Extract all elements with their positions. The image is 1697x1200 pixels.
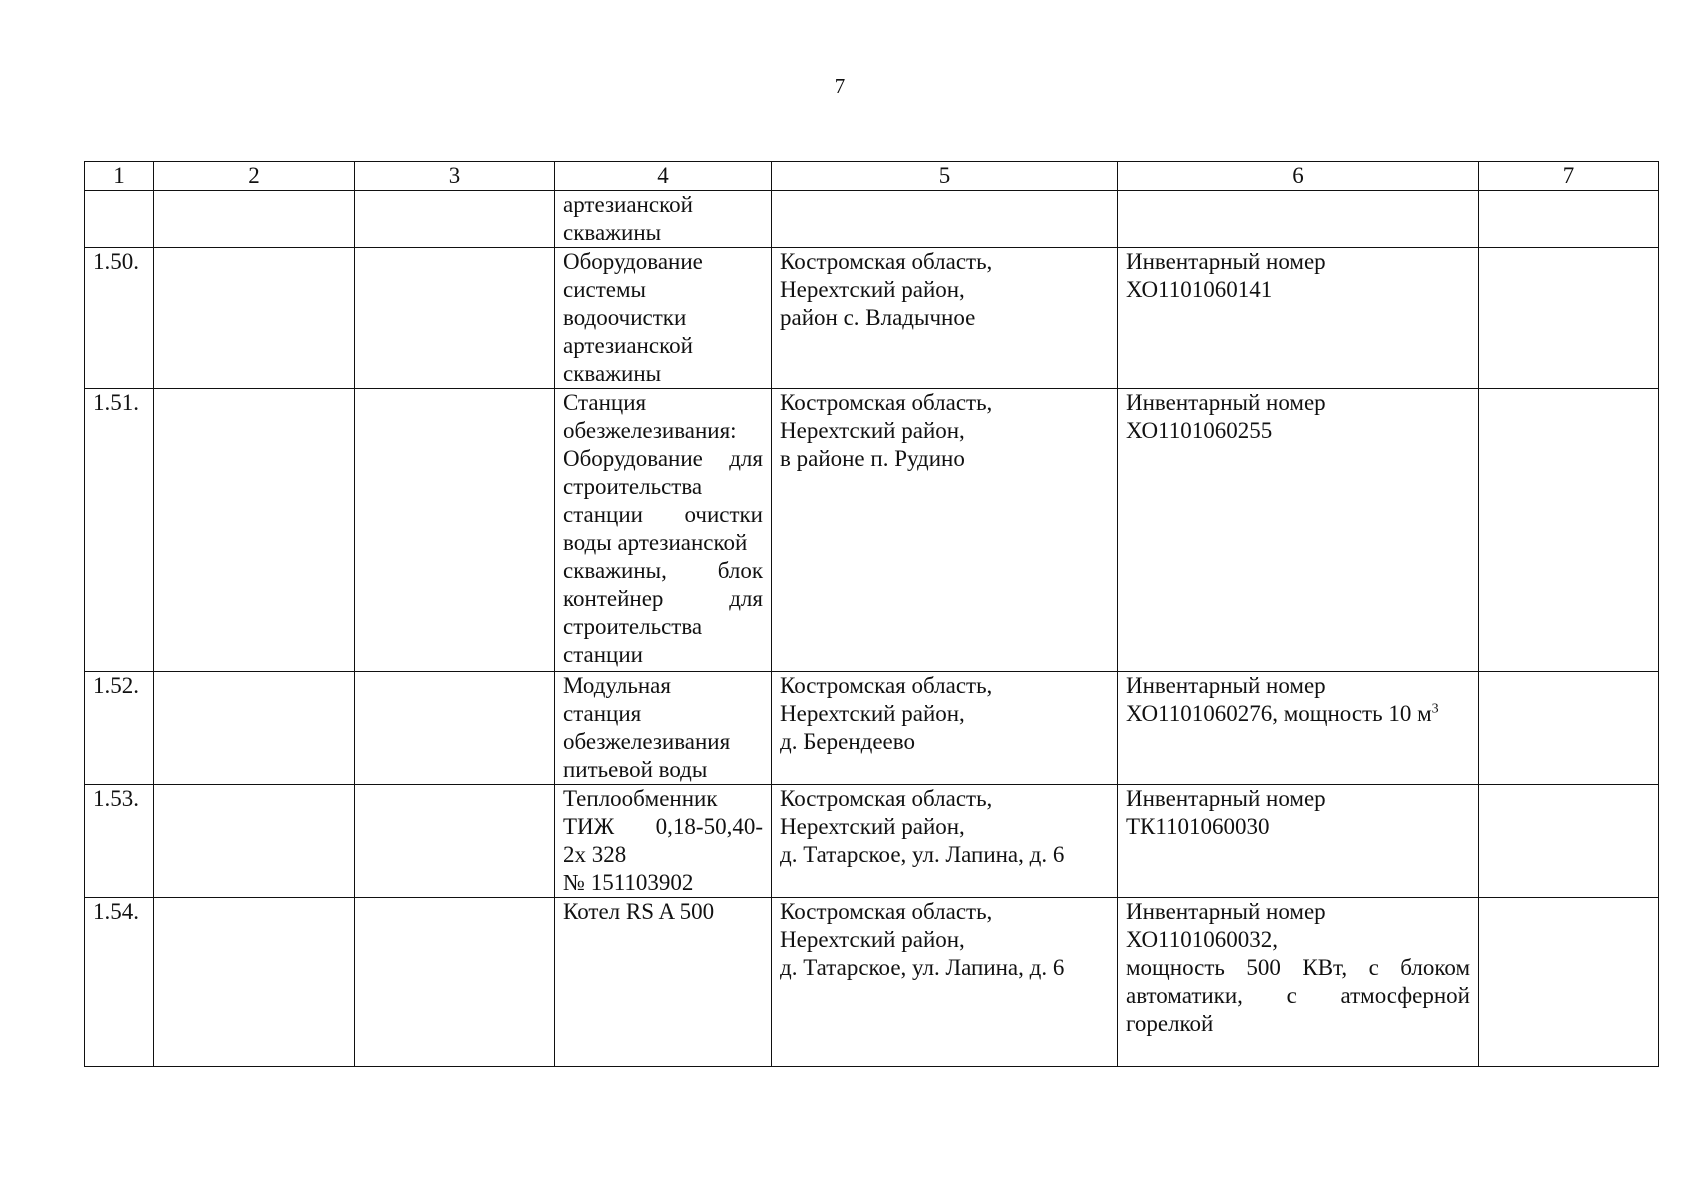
text-line: Нерехтский район, [780, 927, 965, 952]
text-line: автоматики, с атмосферной [1126, 983, 1470, 1008]
table-row [85, 191, 1659, 248]
text-line: ХО1101060141 [1126, 277, 1273, 302]
column-2-cell [154, 191, 355, 248]
row-number-cell: 1.54. [85, 898, 154, 1067]
column-3-cell [355, 389, 555, 672]
text-line: скважины [563, 220, 662, 245]
text-line: воды артезианской [563, 530, 748, 555]
table-row [85, 785, 1659, 898]
text-line: строительства [563, 474, 703, 499]
details-cell [1118, 898, 1479, 1067]
text-line: Инвентарный номер [1126, 786, 1326, 811]
text-line: Костромская область, [780, 249, 993, 274]
text-line: Оборудование для [563, 446, 763, 471]
column-7-cell [1479, 191, 1659, 248]
text-line: артезианской [563, 333, 693, 358]
details-cell [1118, 191, 1479, 248]
text-line: мощность 500 КВт, с блоком [1126, 955, 1470, 980]
text-line: ХО1101060255 [1126, 418, 1273, 443]
text-line: Нерехтский район, [780, 701, 965, 726]
text-line: д. Берендеево [780, 729, 915, 754]
object-name-cell [555, 389, 772, 672]
column-7-cell [1479, 898, 1659, 1067]
text-line: питьевой воды [563, 757, 708, 782]
row-number-cell: 1.52. [85, 672, 154, 785]
text-line: артезианской [563, 192, 693, 217]
column-header-1: 1 [85, 162, 154, 191]
column-2-cell [154, 898, 355, 1067]
header-row [85, 162, 1659, 191]
address-cell [772, 898, 1118, 1067]
details-cell [1118, 389, 1479, 672]
registry-table [84, 161, 1659, 1067]
column-header-3: 3 [355, 162, 555, 191]
text-line: Нерехтский район, [780, 814, 965, 839]
text-line: Нерехтский район, [780, 418, 965, 443]
address-cell [772, 389, 1118, 672]
text-line: район с. Владычное [780, 305, 976, 330]
text-line: в районе п. Рудино [780, 446, 965, 471]
address-cell [772, 785, 1118, 898]
text-line: Инвентарный номер [1126, 390, 1326, 415]
table-row [85, 389, 1659, 672]
address-cell [772, 191, 1118, 248]
details-cell [1118, 785, 1479, 898]
text-line: Оборудование [563, 249, 703, 274]
text-line: системы [563, 277, 646, 302]
text-line: Инвентарный номер [1126, 249, 1326, 274]
details-cell [1118, 248, 1479, 389]
details-cell [1118, 672, 1479, 785]
text-line: Костромская область, [780, 673, 993, 698]
text-line: строительства [563, 614, 703, 639]
text-line: Станция [563, 390, 647, 415]
text-line: контейнер для [563, 586, 763, 611]
text-line: № 151103902 [563, 870, 694, 895]
column-2-cell [154, 389, 355, 672]
column-3-cell [355, 785, 555, 898]
column-header-5: 5 [772, 162, 1118, 191]
object-name-cell [555, 785, 772, 898]
text-line: скважины [563, 361, 662, 386]
column-3-cell [355, 248, 555, 389]
column-7-cell [1479, 248, 1659, 389]
column-7-cell [1479, 389, 1659, 672]
row-number-cell [85, 191, 154, 248]
column-header-7: 7 [1479, 162, 1659, 191]
text-line [1126, 700, 1470, 728]
row-number-cell: 1.50. [85, 248, 154, 389]
text-line: Нерехтский район, [780, 277, 965, 302]
column-3-cell [355, 191, 555, 248]
text-line: станции очистки [563, 502, 763, 527]
column-3-cell [355, 898, 555, 1067]
page-number: 7 [834, 74, 846, 98]
text-line: д. Татарское, ул. Лапина, д. 6 [780, 842, 1065, 867]
text-line: Инвентарный номер [1126, 673, 1326, 698]
address-cell [772, 248, 1118, 389]
text-line: ТИЖ 0,18-50,40- [563, 814, 763, 839]
text-line: Костромская область, [780, 786, 993, 811]
column-3-cell [355, 672, 555, 785]
row-number-cell: 1.53. [85, 785, 154, 898]
table-row [85, 672, 1659, 785]
row-number-cell: 1.51. [85, 389, 154, 672]
column-7-cell [1479, 672, 1659, 785]
text-line: 2х 328 [563, 842, 627, 867]
object-name-cell [555, 672, 772, 785]
text-line: обезжелезивания [563, 729, 731, 754]
text-line: Модульная [563, 673, 671, 698]
text-line: Костромская область, [780, 899, 993, 924]
object-name-cell [555, 898, 772, 1067]
column-2-cell [154, 785, 355, 898]
object-name-cell [555, 191, 772, 248]
table-row [85, 248, 1659, 389]
column-2-cell [154, 672, 355, 785]
text-line: станции [563, 642, 643, 667]
text-line: скважины, блок [563, 558, 763, 583]
text-line: д. Татарское, ул. Лапина, д. 6 [780, 955, 1065, 980]
text-line: обезжелезивания: [563, 418, 737, 443]
column-7-cell [1479, 785, 1659, 898]
text-line: Теплообменник [563, 786, 718, 811]
text-line: водоочистки [563, 305, 687, 330]
object-name-cell [555, 248, 772, 389]
text-line: ТК1101060030 [1126, 814, 1270, 839]
column-header-6: 6 [1118, 162, 1479, 191]
column-header-2: 2 [154, 162, 355, 191]
text-line: Инвентарный номер [1126, 899, 1326, 924]
text-line: Котел RS A 500 [563, 899, 715, 924]
column-2-cell [154, 248, 355, 389]
text-line: ХО1101060032, [1126, 927, 1278, 952]
text-line: Костромская область, [780, 390, 993, 415]
table-row [85, 898, 1659, 1067]
text-line: станция [563, 701, 642, 726]
text-line: горелкой [1126, 1011, 1214, 1036]
column-header-4: 4 [555, 162, 772, 191]
address-cell [772, 672, 1118, 785]
superscript-exponent: 3 [1431, 701, 1439, 717]
capacity-text: ХО1101060276, мощность 10 м [1126, 701, 1432, 726]
